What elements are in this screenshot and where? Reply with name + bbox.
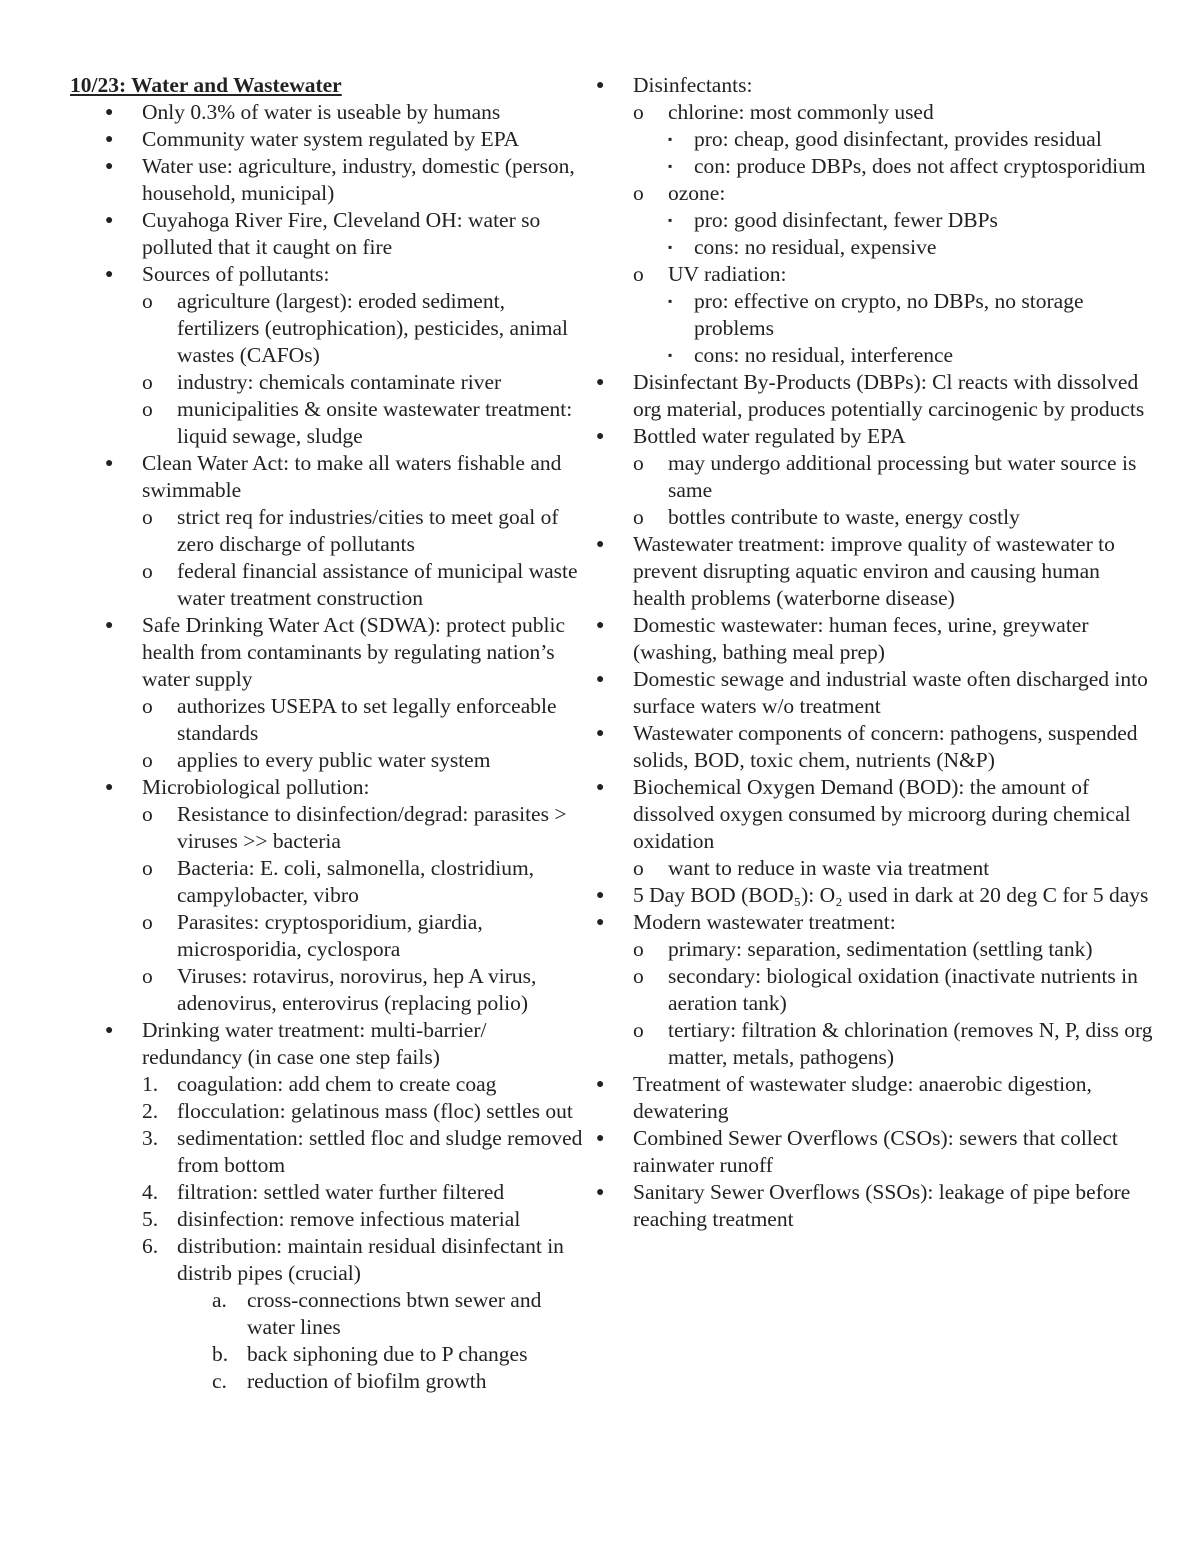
square-bullet-icon: ▪ [668,213,673,227]
circle-bullet-icon: o [633,1018,644,1042]
list-item: ● Clean Water Act: to make all waters fishable and swimmable o strict req for industries/cities to meet goal of zero discharge of pollutants o federal financial assistance of municipal waste water treatment construction [70,450,590,612]
bullet-icon: ● [105,105,114,120]
bullet-icon: ● [105,1023,114,1038]
list-item: ● Modern wastewater treatment: o primary: separation, sedimentation (settling tank) o secondary: biological oxidation (inactivate nutrients in aeration tank) o tertiary: filtration & chlorination (removes N, P, diss org matter, metals, pathogens) [596,910,1153,1069]
lettered-item: b. back siphoning due to P changes [212,1342,528,1366]
bullet-icon: ● [596,537,605,552]
list-item: ● Sources of pollutants: o agriculture (largest): eroded sediment, fertilizers (eutrophication), pesticides, animal wastes (CAFOs) o industry: chemicals contaminate river o municipalities & onsite wastewater treatment: liquid sewage, sludge [70,261,590,450]
left-column [70,72,590,1395]
sub-sub-list-item: ▪ cons: no residual, expensive [668,235,937,259]
sub-sub-list-item: ▪ con: produce DBPs, does not affect cryptosporidium [668,154,1146,178]
sub-list [142,693,590,774]
circle-bullet-icon: o [633,856,644,880]
list-item: ● Safe Drinking Water Act (SDWA): protect public health from contaminants by regulating nation’s water supply o authorizes USEPA to set legally enforceable standards o applies to every public water system [70,612,590,774]
lettered-list [177,1287,590,1395]
circle-bullet-icon: o [142,559,153,583]
bullet-icon: ● [105,618,114,633]
sub-sub-list [668,126,1153,180]
bullet-icon: ● [596,1131,605,1146]
bullet-icon: ● [105,267,114,282]
sub-list-item: o Viruses: rotavirus, norovirus, hep A virus, adenovirus, enterovirus (replacing polio) [142,964,537,1015]
bullet-icon: ● [596,618,605,633]
sub-list-item: o federal financial assistance of municipal waste water treatment construction [142,559,578,610]
circle-bullet-icon: o [142,397,153,421]
list-item: ● Wastewater components of concern: pathogens, suspended solids, BOD, toxic chem, nutrients (N&P) [596,721,1138,772]
left-bullet-list [70,99,590,1395]
circle-bullet-icon: o [142,964,153,988]
circle-bullet-icon: o [633,964,644,988]
sub-list-item: o Bacteria: E. coli, salmonella, clostridium, campylobacter, vibro [142,856,535,907]
bullet-icon: ● [596,726,605,741]
sub-list-item: o may undergo additional processing but water source is same [633,451,1137,502]
numbered-item: 4. filtration: settled water further filtered [142,1180,505,1204]
bullet-icon: ● [596,1185,605,1200]
numbered-item: 5. disinfection: remove infectious material [142,1207,521,1231]
sub-list-item: o chlorine: most commonly used ▪ pro: cheap, good disinfectant, provides residual ▪ con: produce DBPs, does not affect cryptosporidium [633,99,1153,180]
sub-list [633,936,1153,1071]
bullet-icon: ● [105,159,114,174]
sub-list-item: o applies to every public water system [142,748,491,772]
bullet-icon: ● [105,213,114,228]
page-title: 10/23: Water and Wastewater [70,73,342,97]
list-item: ● 5 Day BOD (BOD₅): O₂ used in dark at 20 deg C for 5 days [596,883,1149,907]
list-item: ● Water use: agriculture, industry, domestic (person, household, municipal) [105,154,575,205]
numbered-item: 1. coagulation: add chem to create coag [142,1072,497,1096]
circle-bullet-icon: o [142,289,153,313]
square-bullet-icon: ▪ [668,159,673,173]
bullet-icon: ● [596,888,605,903]
list-item: ● Microbiological pollution: o Resistance to disinfection/degrad: parasites > viruses >> bacteria o Bacteria: E. coli, salmonella, clostridium, campylobacter, vibro o Parasites: cryptosporidium, giardia, microsporidia, cyclospora o Viruses: rotavirus, norovirus, hep A virus, adenovirus, enterovirus (replacing polio) [70,774,590,1017]
sub-list-item: o ozone: ▪ pro: good disinfectant, fewer DBPs ▪ cons: no residual, expensive [633,180,1153,261]
sub-list-item: o primary: separation, sedimentation (settling tank) [633,937,1093,961]
circle-bullet-icon: o [142,748,153,772]
sub-sub-list-item: ▪ pro: cheap, good disinfectant, provides residual [668,127,1102,151]
sub-sub-list-item: ▪ pro: good disinfectant, fewer DBPs [668,208,998,232]
list-item: ● Combined Sewer Overflows (CSOs): sewers that collect rainwater runoff [596,1126,1118,1177]
list-item: ● Disinfectants: o chlorine: most commonly used ▪ pro: cheap, good disinfectant, provides residual ▪ con: produce DBPs, does not affect cryptosporidium o ozone: ▪ pro: good disinfectant, fewer DBPs ▪ cons: no residual, expensive o UV radiation: ▪ pro: effective on crypto, no DBPs, no storage problems ▪ cons: no residual, interference [561,72,1153,369]
bullet-icon: ● [596,915,605,930]
list-item: ● Cuyahoga River Fire, Cleveland OH: water so polluted that it caught on fire [105,208,541,259]
list-item: ● Domestic wastewater: human feces, urine, greywater (washing, bathing meal prep) [596,613,1089,664]
circle-bullet-icon: o [142,910,153,934]
bullet-icon: ● [105,132,114,147]
sub-sub-list-item: ▪ pro: effective on crypto, no DBPs, no storage problems [668,289,1084,340]
bullet-icon: ● [596,672,605,687]
sub-list-item: o secondary: biological oxidation (inactivate nutrients in aeration tank) [633,964,1138,1015]
sub-list [633,855,1153,882]
right-column [596,72,1153,1233]
square-bullet-icon: ▪ [668,240,673,254]
square-bullet-icon: ▪ [668,348,673,362]
sub-sub-list [668,207,1153,261]
numbered-item: 3. sedimentation: settled floc and sludge removed from bottom [142,1126,583,1177]
numbered-item: 6. distribution: maintain residual disinfectant in distrib pipes (crucial) a. cross-connections btwn sewer and water lines b. back siphoning due to P changes c. reduction of biofilm growth [142,1233,590,1395]
sub-list-item: o Resistance to disinfection/degrad: parasites > viruses >> bacteria [142,802,567,853]
bullet-icon: ● [596,780,605,795]
sub-list-item: o authorizes USEPA to set legally enforceable standards [142,694,557,745]
list-item: ● Domestic sewage and industrial waste often discharged into surface waters w/o treatment [596,667,1148,718]
list-item: ● Drinking water treatment: multi-barrier/ redundancy (in case one step fails) 1. coagulation: add chem to create coag 2. flocculation: gelatinous mass (floc) settles out 3. sedimentation: settled floc and sludge removed from bottom 4. filtration: settled water further filtered 5. disinfection: remove infectious material 6. distribution: maintain residual disinfectant in distrib pipes (crucial) a. cross-connections btwn sewer and water lines b. back siphoning due to P changes c. reduction of biofilm growth [70,1017,590,1395]
sub-list-item: o tertiary: filtration & chlorination (removes N, P, diss org matter, metals, pathogens) [633,1018,1153,1069]
list-item: ● Biochemical Oxygen Demand (BOD): the amount of dissolved oxygen consumed by microorg during chemical oxidation o want to reduce in waste via treatment [561,774,1153,882]
list-item: ● Sanitary Sewer Overflows (SSOs): leakage of pipe before reaching treatment [596,1180,1131,1231]
bullet-icon: ● [105,456,114,471]
circle-bullet-icon: o [633,262,644,286]
sub-list [142,801,590,1017]
sub-list-item: o agriculture (largest): eroded sediment, fertilizers (eutrophication), pesticides, animal wastes (CAFOs) [142,289,569,367]
sub-list-item: o UV radiation: ▪ pro: effective on crypto, no DBPs, no storage problems ▪ cons: no residual, interference [633,261,1153,369]
lettered-item: c. reduction of biofilm growth [212,1369,487,1393]
list-item: ● Bottled water regulated by EPA o may undergo additional processing but water source is same o bottles contribute to waste, energy costly [561,423,1153,531]
bullet-icon: ● [596,78,605,93]
list-item: ● Community water system regulated by EPA [105,127,520,151]
circle-bullet-icon: o [142,370,153,394]
circle-bullet-icon: o [633,505,644,529]
circle-bullet-icon: o [142,694,153,718]
circle-bullet-icon: o [633,181,644,205]
square-bullet-icon: ▪ [668,294,673,308]
sub-sub-list-item: ▪ cons: no residual, interference [668,343,954,367]
circle-bullet-icon: o [142,856,153,880]
sub-list-item: o bottles contribute to waste, energy costly [633,505,1020,529]
sub-list-item: o industry: chemicals contaminate river [142,370,502,394]
bullet-icon: ● [105,780,114,795]
circle-bullet-icon: o [633,937,644,961]
numbered-list [142,1071,590,1395]
sub-list [633,450,1153,531]
list-item: ● Only 0.3% of water is useable by humans [105,100,501,124]
square-bullet-icon: ▪ [668,132,673,146]
circle-bullet-icon: o [633,100,644,124]
sub-list-item: o want to reduce in waste via treatment [633,856,990,880]
sub-list [142,504,590,612]
circle-bullet-icon: o [142,505,153,529]
list-item: ● Wastewater treatment: improve quality of wastewater to prevent disrupting aquatic environ and causing human health problems (waterborne disease) [596,532,1115,610]
sub-list-item: o municipalities & onsite wastewater treatment: liquid sewage, sludge [142,397,573,448]
sub-list-item: o Parasites: cryptosporidium, giardia, microsporidia, cyclospora [142,910,483,961]
circle-bullet-icon: o [142,802,153,826]
sub-list [633,99,1153,369]
circle-bullet-icon: o [633,451,644,475]
bullet-icon: ● [596,375,605,390]
sub-sub-list [668,288,1153,369]
bullet-icon: ● [596,1077,605,1092]
bullet-icon: ● [596,429,605,444]
list-item: ● Disinfectant By-Products (DBPs): Cl reacts with dissolved org material, produces potentially carcinogenic by products [596,370,1145,421]
right-bullet-list [561,72,1153,1233]
sub-list [142,288,590,450]
lettered-item: a. cross-connections btwn sewer and water lines [212,1288,542,1339]
list-item: ● Treatment of wastewater sludge: anaerobic digestion, dewatering [596,1072,1092,1123]
numbered-item: 2. flocculation: gelatinous mass (floc) settles out [142,1099,573,1123]
sub-list-item: o strict req for industries/cities to meet goal of zero discharge of pollutants [142,505,559,556]
